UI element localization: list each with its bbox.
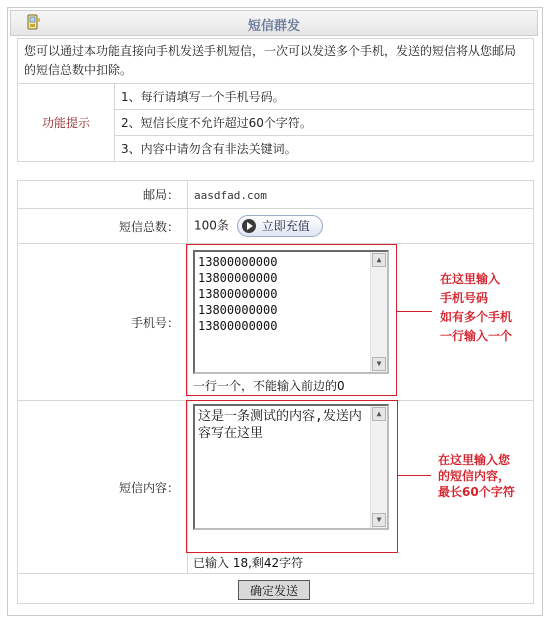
content-annotation-line: [397, 475, 431, 476]
annotation-line: 最长60个字符: [438, 485, 515, 499]
content-scrollbar[interactable]: [370, 406, 387, 528]
sms-total-value: 100条: [194, 218, 229, 233]
phone-scrollbar[interactable]: [370, 252, 387, 372]
mailbox-label: 邮局：: [18, 181, 188, 209]
scroll-up-icon[interactable]: ▲: [372, 253, 386, 267]
page-title: 短信群发: [247, 19, 300, 34]
tip-item: 1、每行请填写一个手机号码。: [115, 84, 534, 110]
phone-annotation-line: [396, 311, 432, 312]
sms-total-label: 短信总数：: [18, 209, 188, 244]
annotation-line: 在这里输入: [440, 272, 501, 286]
send-button[interactable]: 确定发送: [238, 580, 310, 600]
annotation-line: 手机号码: [440, 291, 489, 305]
recharge-label: 立即充值: [261, 219, 310, 233]
content-annotation: [438, 452, 515, 500]
phone-hint: 一行一个，不能输入前边的0: [193, 379, 345, 393]
scroll-down-icon[interactable]: ▼: [372, 513, 386, 527]
sms-content-textarea[interactable]: [193, 404, 389, 530]
phone-number-line: 13800000000: [198, 255, 278, 269]
tip-item: 3、内容中请勿含有非法关键词。: [115, 136, 534, 162]
phone-number-line: 13800000000: [198, 303, 278, 317]
sms-content-text: 这是一条测试的内容,发送内容写在这里: [198, 409, 362, 441]
tips-label: 功能提示: [18, 84, 115, 162]
annotation-line: 的短信内容，: [438, 469, 511, 483]
recharge-button[interactable]: [237, 215, 323, 237]
annotation-line: 在这里输入您: [438, 453, 511, 467]
tip-item: 2、短信长度不允许超过60个字符。: [115, 110, 534, 136]
play-icon: [242, 219, 256, 233]
title-bar: [10, 10, 538, 36]
content-counter: 已输入 18,剩42字符: [193, 556, 304, 570]
phone-number-line: 13800000000: [198, 319, 278, 333]
phone-numbers-textarea[interactable]: [193, 250, 389, 374]
scroll-down-icon[interactable]: ▼: [372, 357, 386, 371]
info-table: [17, 38, 534, 162]
content-label: 短信内容：: [18, 401, 188, 574]
intro-text: 您可以通过本功能直接向手机发送手机短信，一次可以发送多个手机，发送的短信将从您邮局的短信总数中扣除。: [18, 39, 534, 84]
annotation-line: 如有多个手机: [440, 310, 513, 324]
phone-number-line: 13800000000: [198, 271, 278, 285]
scroll-up-icon[interactable]: ▲: [372, 407, 386, 421]
annotation-line: 一行输入一个: [440, 329, 513, 343]
phone-annotation: [440, 270, 512, 346]
phone-number-line: 13800000000: [198, 287, 278, 301]
phone-label: 手机号：: [18, 244, 188, 401]
mailbox-value: aasdfad.com: [194, 188, 267, 202]
